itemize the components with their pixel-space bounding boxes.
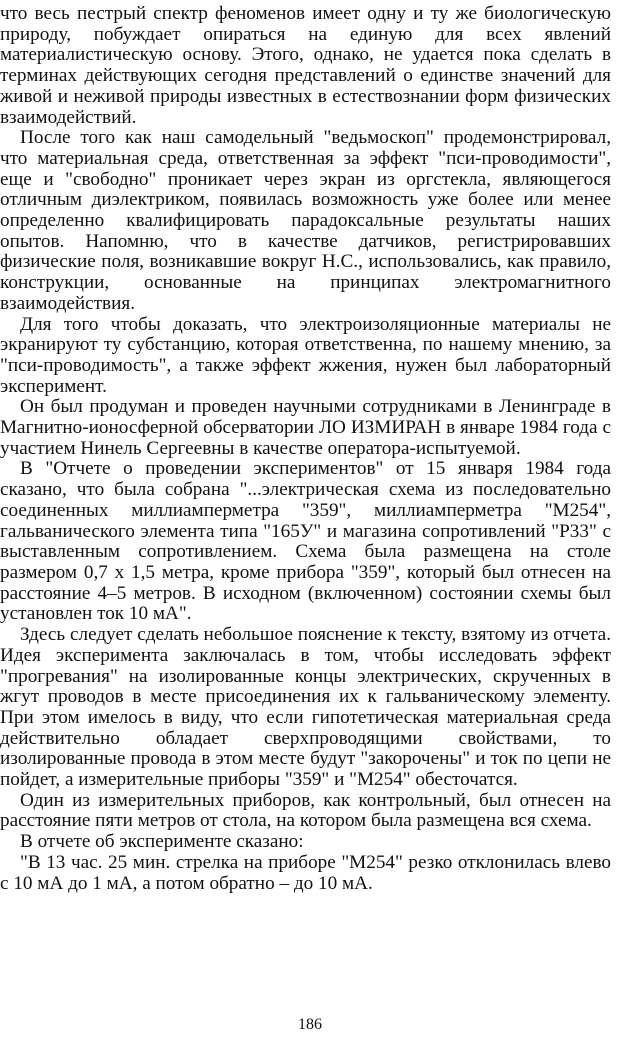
- paragraph: Один из измерительных приборов, как контрольный, был отнесен на расстояние пяти метров от стола, на котором была размещена вся схема.: [0, 789, 611, 832]
- paragraph: После того как наш самодельный "ведьмоскоп" продемонстрировал, что материальная среда, ответственная за эффект "пси-проводимости", еще и "свободно" проникает через экран из оргстекла, являющегося отличным диэлектриком, появилась возможность уже более или менее определенно квалифицировать парадоксальные результаты наших опытов. Напомню, что в качестве датчиков, регистрировавших физические поля, возникавшие вокруг Н.С., использовались, как правило, конструкции, основанные на принципах электромагнитного взаимодействия.: [0, 127, 611, 314]
- paragraph: В отчете об эксперименте сказано:: [20, 831, 304, 853]
- body-text: [0, 4, 611, 894]
- paragraph: Для того чтобы доказать, что электроизоляционные материалы не экранируют ту субстанцию, которая ответственна, по нашему мнению, за "пси-проводимость", а также эффект жжения, нужен был лабораторный эксперимент.: [0, 313, 611, 397]
- paragraph: что весь пестрый спектр феноменов имеет одну и ту же биологическую природу, побуждает опираться на единую для всех явлений материалистическую основу. Этого, однако, не удается пока сделать в терминах действующих сегодня представлений о единстве значений для живой и неживой природы известных в естествознании форм физических взаимодействий.: [0, 3, 611, 128]
- paragraph: Он был продуман и проведен научными сотрудниками в Ленинграде в Магнитно-ионосферной обсерватории ЛО ИЗМИРАН в январе 1984 года с участием Нинель Сергеевны в качестве оператора-испытуемой.: [0, 396, 611, 459]
- paragraph: "В 13 час. 25 мин. стрелка на приборе "М254" резко отклонилась влево с 10 мА до 1 мА, а потом обратно – до 10 мА.: [0, 851, 611, 894]
- paragraph: В "Отчете о проведении экспериментов" от 15 января 1984 года сказано, что была собрана "...электрическая схема из последовательно соединенных миллиамперметра "359", миллиамперметра "М254", гальванического элемента типа "165У" и магазина сопротивлений "Р33" с выставленным сопротивлением. Схема была размещена на столе размером 0,7 х 1,5 метра, кроме прибора "359", который был отнесен на расстояние 4–5 метров. В исходном (включенном) состоянии схемы был установлен ток 10 мА".: [0, 458, 611, 625]
- page-number: 186: [298, 1016, 322, 1033]
- paragraph: Здесь следует сделать небольшое пояснение к тексту, взятому из отчета. Идея эксперимента заключалась в том, чтобы исследовать эффект "прогревания" на изолированные концы электрических, скрученных в жгут проводов в месте присоединения их к гальваническому элементу. При этом имелось в виду, что если гипотетическая материальная среда действительно обладает сверхпроводящими свойствами, то изолированные провода в этом месте будут "закорочены" и ток по цепи не пойдет, а измерительные приборы "359" и "М254" обесточатся.: [0, 624, 611, 791]
